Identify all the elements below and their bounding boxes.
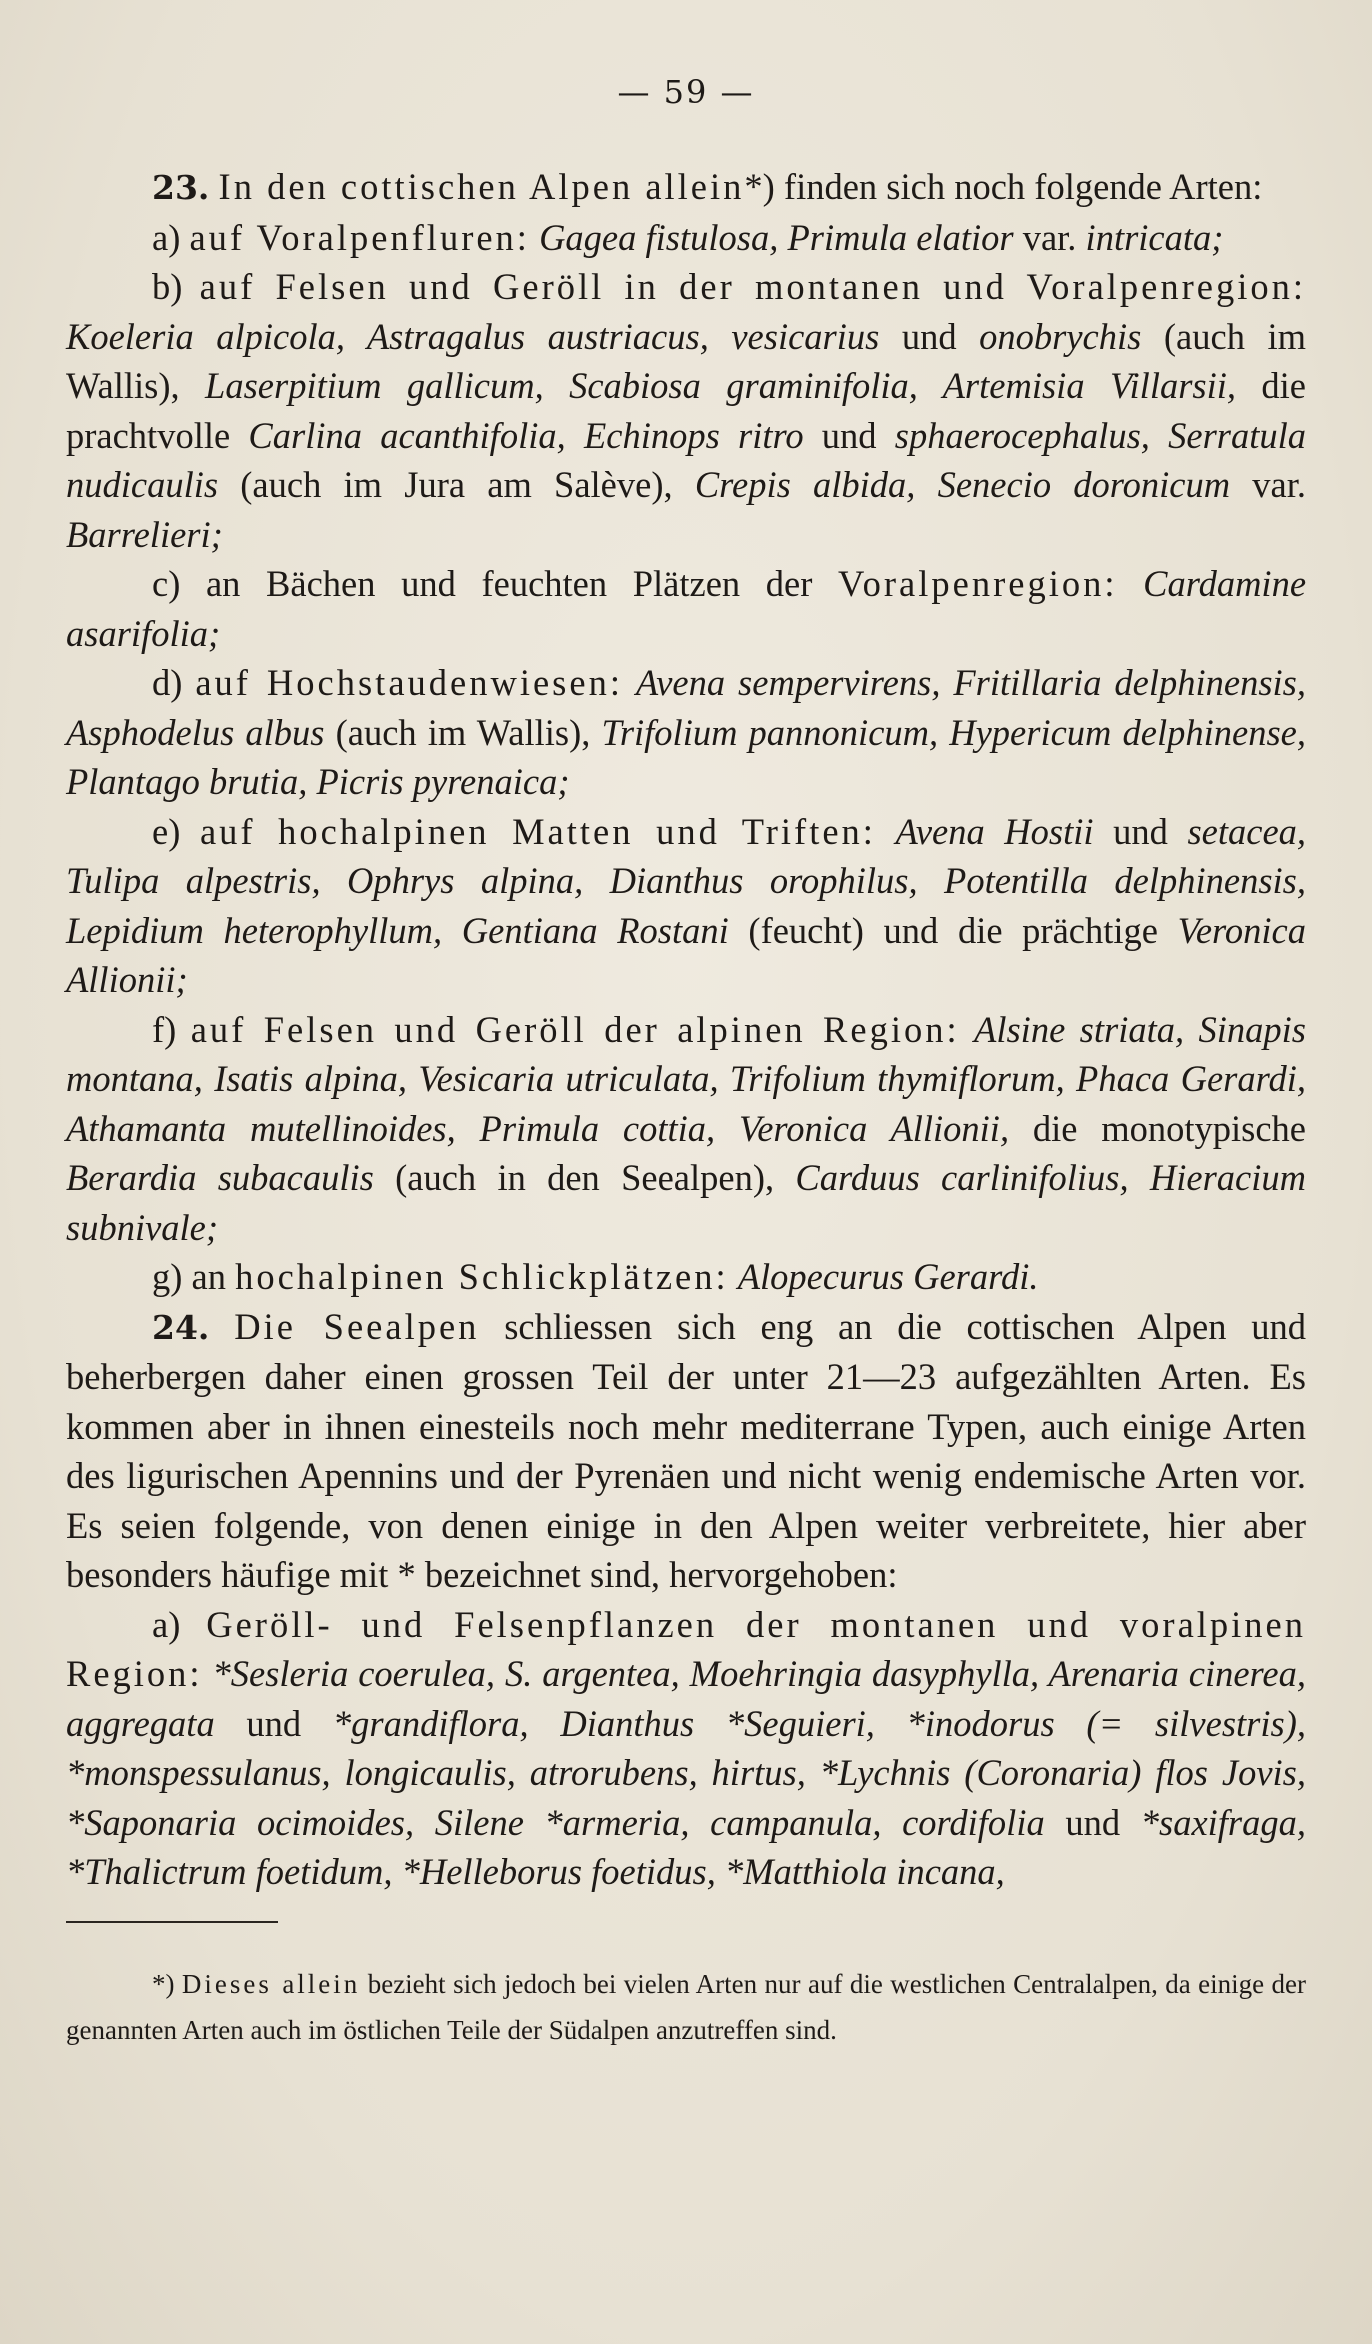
list-item-23g [66, 1252, 1306, 1302]
list-item-23b [66, 262, 1306, 559]
page-number: — 59 — [617, 73, 755, 111]
item-heading-plain: an Bächen und feuchten Plätzen der [205, 563, 813, 604]
footnote-text: bezieht sich jedoch bei vielen Arten nur auf die westlichen Centralalpen, da einige der genannten Arten auch im östlichen Teile der Südalpen anzutreffen sind. [66, 1968, 1306, 2045]
section-23-intro [66, 162, 1306, 213]
list-item-23a [66, 213, 1306, 263]
list-item-24a [66, 1600, 1306, 1897]
item-species-continued: setacea, Tulipa alpestris, Ophrys alpina, Dianthus orophilus, Potentilla delphinensis, Lepidium heterophyllum, Gentiana Rostani [66, 810, 1307, 951]
item-text: und [214, 1702, 333, 1744]
item-text: und [1093, 810, 1188, 852]
item-text: die prachtvolle [66, 365, 1307, 456]
item-species-continued: Trifolium pannonicum, Hypericum delphinense, Plantago brutia, Picris pyrenaica; [66, 711, 1306, 802]
item-text: die monotypische [1009, 1107, 1306, 1149]
item-heading: auf hochalpinen Matten und Triften: [199, 810, 876, 852]
section-lead: Die Seealpen [234, 1305, 480, 1347]
item-text: und [879, 315, 980, 357]
item-species-continued: intricata; [1085, 216, 1224, 258]
section-number: 24. [152, 1307, 210, 1347]
item-label: a) [152, 1603, 181, 1645]
item-text: (feucht) und die prächtige [728, 909, 1178, 951]
item-species: *Sesleria coerulea, S. argentea, Moehringia dasyphylla, Arenaria cinerea, aggregata [66, 1653, 1306, 1744]
list-item-23c [66, 559, 1306, 658]
footnote [66, 1961, 1306, 2053]
section-intro-text: schliessen sich eng an die cottischen Alpen und beherbergen daher einen grossen Teil der unter 21—23 aufgezählten Arten. Es kommen aber in ihnen einesteils noch mehr mediterrane Typen, auch einige Arten des ligurischen Apennins und der Pyrenäen und nicht wenig endemische Arten vor. Es seien folgende, von denen einige in den Alpen weiter verbreitete, hier aber besonders häufige mit * bezeichnet sind, hervorgehoben: [66, 1305, 1307, 1595]
item-label: a) [152, 216, 181, 258]
footnote-lead: Dieses allein [181, 1968, 361, 1999]
list-item-23e [66, 807, 1306, 1005]
item-species: Alsine striata, Sinapis montana, Isatis alpina, Vesicaria utriculata, Trifolium thymiflorum, Phaca Gerardi, Athamanta mutellinoides, Primula cottia, Veronica Allionii, [66, 1008, 1307, 1149]
item-species-continued: *grandiflora, Dianthus *Seguieri, *inodorus (= silvestris), *monspessulanus, longicaulis, atrorubens, hirtus, *Lychnis (Coronaria) flos Jovis, *Saponaria ocimoides, Silene *armeria, campanula, cordifolia [66, 1702, 1306, 1843]
item-species: Koeleria alpicola, Astragalus austriacus, vesicarius [66, 315, 880, 357]
item-species-continued: Carduus carlinifolius, Hieracium subnivale; [66, 1157, 1306, 1248]
item-label: f) [152, 1008, 177, 1050]
item-text: var. [1230, 464, 1307, 505]
item-species: Alopecurus Gerardi. [737, 1256, 1039, 1297]
item-heading: hochalpinen Schlickplätzen: [235, 1256, 729, 1297]
item-label: b) [152, 266, 183, 307]
section-intro-text: *) finden sich noch folgende Arten: [744, 166, 1263, 207]
item-heading-plain: an [191, 1256, 226, 1297]
item-species-continued: Berardia subacaulis [66, 1157, 374, 1198]
item-species: Avena sempervirens, Fritillaria delphinensis, Asphodelus albus [66, 662, 1306, 753]
item-text: (auch im Wallis), [324, 711, 602, 753]
item-heading: auf Felsen und Geröll der alpinen Region: [190, 1008, 960, 1050]
item-text: und [1044, 1801, 1141, 1843]
item-species-continued: onobrychis [979, 315, 1142, 357]
item-species-continued: Carlina acanthifolia, Echinops ritro [248, 414, 804, 456]
item-label: e) [152, 810, 181, 852]
item-heading: auf Felsen und Geröll in der montanen und Voralpenregion: [199, 266, 1307, 307]
item-species-continued: Barrelieri; [66, 513, 223, 555]
item-text: (auch in den Seealpen), [373, 1157, 796, 1198]
item-label: c) [152, 563, 181, 604]
section-number: 23. [152, 168, 210, 207]
item-species-continued: Crepis albida, Senecio doronicum [694, 464, 1231, 505]
list-item-23f [66, 1005, 1306, 1253]
item-label: d) [152, 662, 183, 703]
main-text [66, 162, 1306, 1897]
item-species-continued: sphaerocephalus, Serratula nudicaulis [66, 414, 1307, 505]
list-item-23d [66, 658, 1306, 807]
item-species-continued: Laserpitium gallicum, Scabiosa graminifolia, Artemisia Villarsii, [205, 365, 1237, 406]
section-24-intro [66, 1302, 1306, 1600]
item-species: Gagea fistulosa, Primula elatior [539, 216, 1014, 258]
item-species: Avena Hostii [895, 810, 1094, 852]
item-text: (auch im Jura am Salève), [218, 464, 695, 505]
item-heading: auf Hochstaudenwiesen: [195, 662, 623, 703]
item-heading: Voralpenregion: [838, 563, 1118, 604]
item-species: Cardamine asarifolia; [66, 563, 1307, 654]
item-species-continued: Veronica Allionii; [66, 909, 1306, 1000]
footnote-divider [66, 1921, 278, 1923]
item-species-continued: *saxifraga, *Thalictrum foetidum, *Helleborus foetidus, *Matthiola incana, [66, 1801, 1307, 1892]
item-text: var. [1013, 216, 1086, 258]
item-heading: Geröll- und Felsenpflanzen der montanen und voralpinen Region: [66, 1603, 1307, 1694]
item-heading: auf Voralpenfluren: [189, 216, 530, 258]
item-text: und [803, 414, 895, 456]
footnote-marker: *) [152, 1968, 175, 1999]
item-text: (auch im Wallis), [66, 315, 1307, 406]
item-label: g) [152, 1256, 183, 1297]
section-lead: In den cottischen Alpen allein [218, 166, 745, 207]
